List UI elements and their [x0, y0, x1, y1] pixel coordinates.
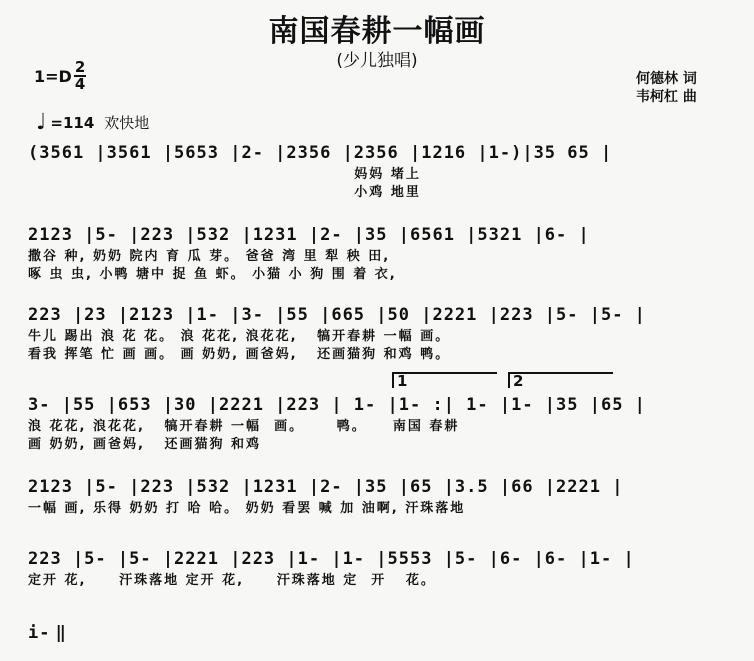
score-ending — [28, 620, 726, 646]
lyric-line: 撒谷 种, 奶奶 院内 育 瓜 芽。 爸爸 湾 里 犁 秧 田, — [28, 249, 391, 264]
final-barline: ‖ — [55, 623, 66, 643]
lyric-line: 牛儿 踢出 浪 花 花。 浪 花花, 浪花花, 犒开春耕 一幅 画。 — [28, 329, 451, 344]
notation-line: 223 |23 |2123 |1- |3- |55 |665 |50 |2221 |223 |5- |5- | — [28, 305, 646, 325]
lyric-line: 看我 挥笔 忙 画 画。 画 奶奶, 画爸妈, 还画猫狗 和鸡 鸭。 — [28, 347, 451, 362]
time-signature — [74, 60, 86, 92]
tempo-value: =114 — [50, 113, 95, 132]
time-numerator: 2 — [74, 58, 86, 76]
tempo-marking — [36, 109, 150, 135]
score-system-4 — [28, 392, 726, 454]
lyric-line: 啄 虫 虫, 小鸭 塘中 捉 鱼 虾。 小猫 小 狗 围 着 衣, — [28, 267, 397, 282]
song-title: 南国春耕一幅画 — [268, 14, 486, 49]
key-prefix: 1=D — [34, 66, 72, 86]
tempo-text: 欢快地 — [104, 114, 150, 132]
time-denominator: 4 — [74, 75, 86, 93]
key-signature — [34, 60, 86, 92]
lyric-line: 妈妈 堵上 — [28, 167, 421, 182]
song-subtitle: (少儿独唱) — [336, 51, 418, 71]
lyric-line: 一幅 画, 乐得 奶奶 打 哈 哈。 奶奶 看罢 喊 加 油啊, 汗珠落地 — [28, 501, 466, 516]
quarter-note-icon: ♩ — [36, 109, 47, 135]
lyric-line: 定开 花, 汗珠落地 定开 花, 汗珠落地 定 开 花。 — [28, 573, 436, 588]
lyric-line: 小鸡 地里 — [28, 185, 421, 200]
notation-line: 2123 |5- |223 |532 |1231 |2- |35 |6561 |5321 |6- | — [28, 225, 590, 245]
lyric-line: 画 奶奶, 画爸妈, 还画猫狗 和鸡 — [28, 437, 262, 452]
score-system-1 — [28, 140, 726, 202]
notation-line: 2123 |5- |223 |532 |1231 |2- |35 |65 |3.5 |66 |2221 | — [28, 477, 624, 497]
notation-line: 3- |55 |653 |30 |2221 |223 | 1- |1- :| 1- |1- |35 |65 | — [28, 395, 646, 415]
second-ending-bracket: 2 — [508, 372, 613, 388]
lyric-line: 浪 花花, 浪花花, 犒开春耕 一幅 画。 鸭。 南国 春耕 — [28, 419, 460, 434]
composer: 韦柯杠 曲 — [636, 89, 697, 105]
score-system-5 — [28, 474, 726, 518]
final-note: i- — [28, 623, 51, 643]
notation-line: (3561 |3561 |5653 |2- |2356 |2356 |1216 |1-)|35 65 | — [28, 143, 613, 163]
score-system-6 — [28, 546, 726, 590]
credits — [636, 70, 697, 106]
notation-line: 223 |5- |5- |2221 |223 |1- |1- |5553 |5- |6- |6- |1- | — [28, 549, 635, 569]
lyricist: 何德林 词 — [636, 71, 697, 87]
score-system-2 — [28, 222, 726, 284]
score-system-3 — [28, 302, 726, 364]
first-ending-bracket: 1 — [392, 372, 497, 388]
